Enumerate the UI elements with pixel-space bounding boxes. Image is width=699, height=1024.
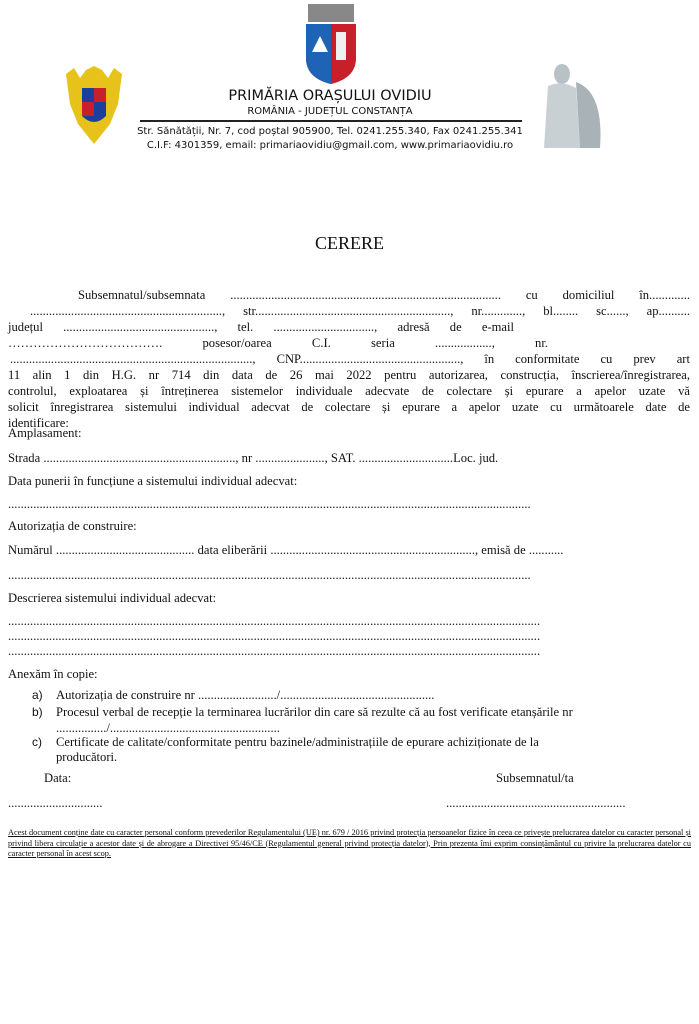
annex-marker: b) xyxy=(32,705,43,719)
intro-line: județul ................................................, tel. ................................, adresă de e-mail xyxy=(8,320,514,334)
data-punerii-label: Data punerii în funcțiune a sistemului individual adecvat: xyxy=(8,474,298,488)
date-label: Data: xyxy=(44,771,72,785)
date-field[interactable]: .............................. xyxy=(8,796,103,810)
annex-item: ................/...................................................... xyxy=(56,721,280,735)
emisa-field[interactable]: ...................................................................................................................................................................... xyxy=(8,568,531,582)
annex-item: producători. xyxy=(56,750,118,764)
numarul-field[interactable]: Numărul ............................................ data eliberării ................................................................., emisă de ........... xyxy=(8,543,564,557)
intro-line: controlul, exploatarea și întreținerea sistemelor individuale adecvate de colectare și epurare a apelor uzate vă xyxy=(8,384,690,398)
romania-coat-of-arms-icon xyxy=(64,64,124,148)
intro-line: identificare: xyxy=(8,416,69,430)
annex-item: Certificate de calitate/conformitate pentru bazinele/administrațiile de epurare achiziționate de la xyxy=(56,735,539,749)
gdpr-disclaimer: Acest document conține date cu caracter personal conform prevederilor Regulamentului (UE) nr. 679 / 2016 privind protecția persoanelor fizice în ceea ce privește prelucrarea datelor cu caracter personal și privind libera circulație a acestor date și de abrogare a Directivei 95/46/CE (Regulamentul general privind protecția datelor), Prin prezenta îmi exprim consințământul cu privire la prelucrarea datelor cu caracter personal în acest scop. xyxy=(8,828,691,858)
ovid-statue-icon xyxy=(534,62,608,148)
institution-contact: C.I.F: 4301359, email: primariaovidiu@gmail.com, www.primariaovidiu.ro xyxy=(146,140,514,151)
amplasament-label: Amplasament: xyxy=(8,426,82,440)
document-title: CERERE xyxy=(314,233,384,253)
anexam-label: Anexăm în copie: xyxy=(8,667,98,681)
signer-label: Subsemnatul/ta xyxy=(496,771,574,785)
intro-line: ............................................................., str.............................................................., nr............., bl........ sc......, ap.......... xyxy=(30,304,690,318)
institution-name: PRIMĂRIA ORAȘULUI OVIDIU xyxy=(228,88,432,104)
annex-marker: c) xyxy=(32,735,42,749)
institution-region: ROMÂNIA - JUDEȚUL CONSTANȚA xyxy=(247,106,413,117)
intro-line: ............................................................................., CNP..................................................., în conformitate cu prev art xyxy=(10,352,690,366)
signature-field[interactable]: ......................................................... xyxy=(446,796,626,810)
data-punerii-field[interactable]: ...................................................................................................................................................................... xyxy=(8,497,531,511)
descrierea-field[interactable]: ......................................................................................................................................................................... xyxy=(8,614,541,628)
annex-item: Procesul verbal de recepție la terminarea lucrărilor din care să rezulte că au fost verificate etanșările nr xyxy=(56,705,573,719)
header-divider xyxy=(140,120,522,122)
autorizatia-label: Autorizația de construire: xyxy=(8,519,137,533)
ovidiu-city-crest-icon xyxy=(302,2,360,86)
intro-line: ………………………………. posesor/oarea C.I. seria .................., nr. xyxy=(8,336,548,350)
intro-line: Subsemnatul/subsemnata ...................................................................................... cu domiciliul în............. xyxy=(78,288,690,302)
intro-line: solicit înregistrarea sistemului individual adecvat de colectare și epurare a apelor uzate cu următoarele date de xyxy=(8,400,690,414)
annex-item: Autorizația de construire nr ........................./................................................. xyxy=(56,688,435,702)
intro-line: 11 alin 1 din H.G. nr 714 din data de 26 mai 2022 pentru autorizarea, construcția, înscrierea/înregistrarea, xyxy=(8,368,690,382)
institution-address: Str. Sănătății, Nr. 7, cod poștal 905900, Tel. 0241.255.340, Fax 0241.255.341 xyxy=(137,126,523,137)
descrierea-label: Descrierea sistemului individual adecvat: xyxy=(8,591,217,605)
annex-marker: a) xyxy=(32,688,43,702)
descrierea-field[interactable]: ......................................................................................................................................................................... xyxy=(8,629,541,643)
strada-field[interactable]: Strada ............................................................., nr ......................, SAT. ..............................Loc. jud. xyxy=(8,451,499,465)
descrierea-field[interactable]: ......................................................................................................................................................................... xyxy=(8,644,541,658)
